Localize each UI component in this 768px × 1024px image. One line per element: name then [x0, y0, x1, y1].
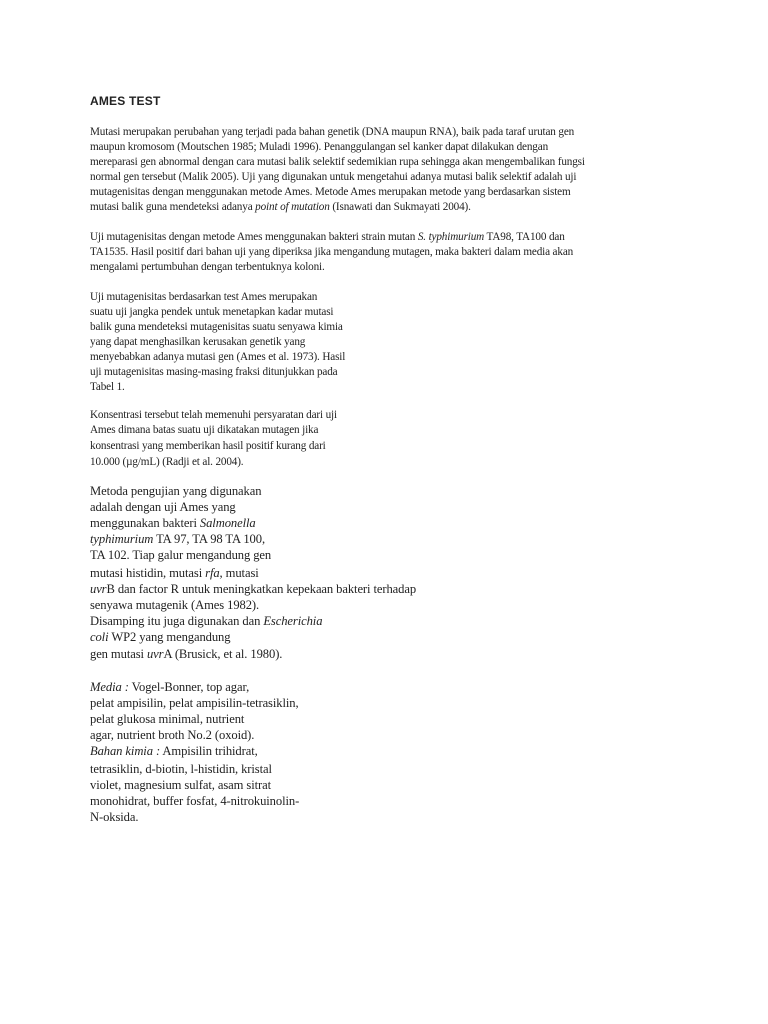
paragraph-5-line-4: typhimurium TA 97, TA 98 TA 100,: [90, 532, 265, 546]
document-title: AMES TEST: [90, 94, 161, 108]
paragraph-2-line-3: mengalami pertumbuhan dengan terbentuknya koloni.: [90, 261, 325, 273]
paragraph-5-line-10: coli WP2 yang mengandung: [90, 630, 231, 644]
paragraph-6-line-4: agar, nutrient broth No.2 (oxoid).: [90, 728, 255, 742]
paragraph-5-line-5: TA 102. Tiap galur mengandung gen: [90, 548, 272, 562]
paragraph-5-line-7: uvrB dan factor R untuk meningkatkan kepekaan bakteri terhadap: [90, 582, 417, 596]
paragraph-1-line-1: Mutasi merupakan perubahan yang terjadi pada bahan genetik (DNA maupun RNA), baik pada taraf urutan gen: [90, 126, 575, 138]
paragraph-3-line-3: balik guna mendeteksi mutagenisitas suatu senyawa kimia: [90, 321, 343, 333]
paragraph-2-line-1: Uji mutagenisitas dengan metode Ames menggunakan bakteri strain mutan S. typhimurium TA98, TA100 dan: [90, 231, 565, 243]
paragraph-2-line-2: TA1535. Hasil positif dari bahan uji yang diperiksa jika mengandung mutagen, maka bakteri dalam media akan: [90, 246, 574, 258]
paragraph-3-line-7: Tabel 1.: [90, 381, 125, 393]
paragraph-4-line-4: 10.000 (µg/mL) (Radji et al. 2004).: [90, 456, 244, 468]
paragraph-4-line-2: Ames dimana batas suatu uji dikatakan mutagen jika: [90, 424, 319, 436]
paragraph-6-line-1: Media : Vogel-Bonner, top agar,: [90, 680, 250, 694]
paragraph-1-line-4: normal gen tersebut (Malik 2005). Uji yang digunakan untuk mengetahui adanya mutasi balik selektif adalah uji: [90, 171, 577, 183]
paragraph-6-line-6: tetrasiklin, d-biotin, l-histidin, kristal: [90, 762, 272, 776]
paragraph-3-line-6: uji mutagenisitas masing-masing fraksi ditunjukkan pada: [90, 366, 338, 378]
paragraph-1-line-6: mutasi balik guna mendeteksi adanya point of mutation (Isnawati dan Sukmayati 2004).: [90, 201, 471, 213]
paragraph-5-line-3: menggunakan bakteri Salmonella: [90, 516, 256, 530]
paragraph-6-line-7: violet, magnesium sulfat, asam sitrat: [90, 778, 271, 792]
paragraph-1-line-3: mereparasi gen abnormal dengan cara mutasi balik selektif sedemikian rupa sehingga akan mengembalikan fungsi: [90, 156, 585, 168]
paragraph-5-line-6: mutasi histidin, mutasi rfa, mutasi: [90, 566, 259, 580]
paragraph-1-line-5: mutagenisitas dengan menggunakan metode Ames. Metode Ames merupakan metode yang berdasarkan sistem: [90, 186, 571, 198]
paragraph-5-line-9: Disamping itu juga digunakan dan Escherichia: [90, 614, 323, 628]
paragraph-6-line-5: Bahan kimia : Ampisilin trihidrat,: [90, 744, 258, 758]
paragraph-3-line-2: suatu uji jangka pendek untuk menetapkan kadar mutasi: [90, 306, 334, 318]
paragraph-3-line-1: Uji mutagenisitas berdasarkan test Ames merupakan: [90, 291, 318, 303]
paragraph-5-line-1: Metoda pengujian yang digunakan: [90, 484, 262, 498]
paragraph-6-line-2: pelat ampisilin, pelat ampisilin-tetrasiklin,: [90, 696, 299, 710]
paragraph-3-line-4: yang dapat menghasilkan kerusakan genetik yang: [90, 336, 306, 348]
paragraph-4-line-3: konsentrasi yang memberikan hasil positif kurang dari: [90, 440, 326, 452]
paragraph-3-line-5: menyebabkan adanya mutasi gen (Ames et al. 1973). Hasil: [90, 351, 346, 363]
paragraph-4-line-1: Konsentrasi tersebut telah memenuhi persyaratan dari uji: [90, 409, 337, 421]
paragraph-5-line-11: gen mutasi uvrA (Brusick, et al. 1980).: [90, 647, 283, 661]
paragraph-6-line-9: N-oksida.: [90, 810, 139, 824]
paragraph-6-line-8: monohidrat, buffer fosfat, 4-nitrokuinolin-: [90, 794, 300, 808]
paragraph-5-line-8: senyawa mutagenik (Ames 1982).: [90, 598, 260, 612]
paragraph-5-line-2: adalah dengan uji Ames yang: [90, 500, 236, 514]
paragraph-1-line-2: maupun kromosom (Moutschen 1985; Muladi 1996). Penanggulangan sel kanker dapat dilakukan dengan: [90, 141, 549, 153]
paragraph-6-line-3: pelat glukosa minimal, nutrient: [90, 712, 245, 726]
